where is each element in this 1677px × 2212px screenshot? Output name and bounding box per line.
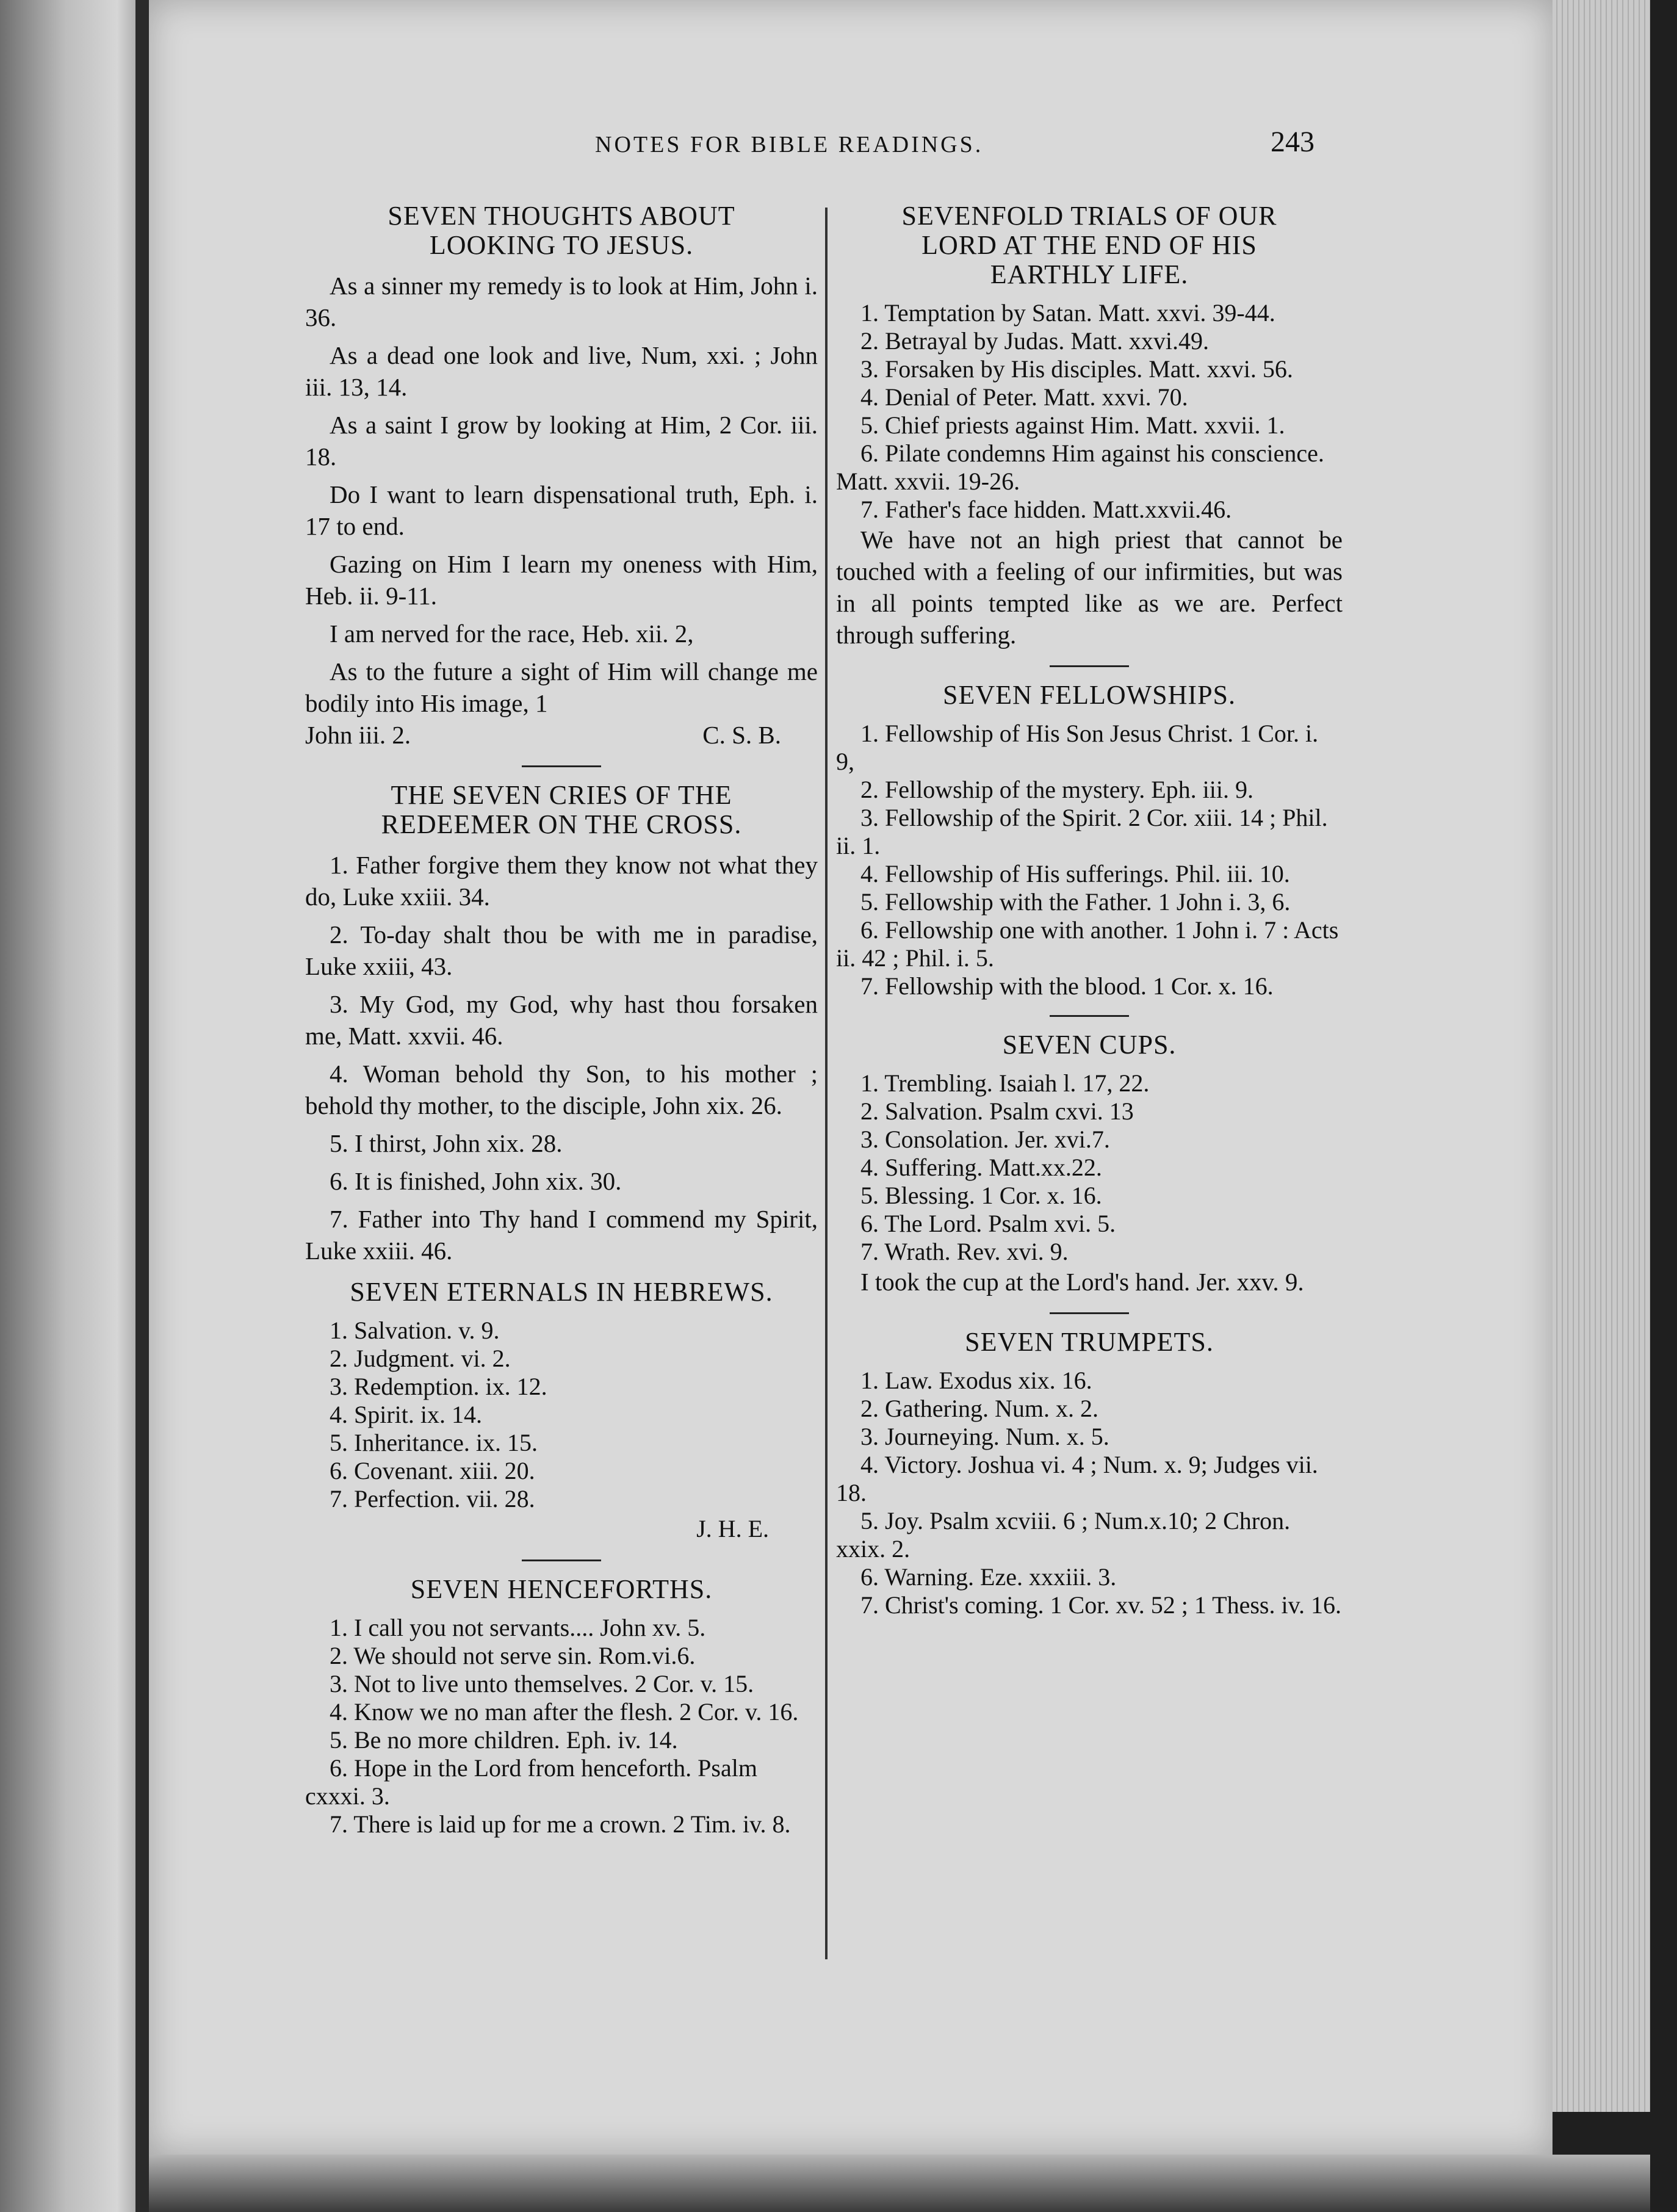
list-item: 2. We should not serve sin. Rom.vi.6. [330,1642,696,1669]
list-item: 3. Forsaken by His disciples. Matt. xxvi. 56. [860,355,1293,383]
list-item: 2. Gathering. Num. x. 2. [860,1395,1098,1422]
paragraph: Gazing on Him I learn my oneness with Him, Heb. ii. 9-11. [305,550,818,610]
section-rule [522,765,601,767]
list-item: 6. Hope in the Lord from henceforth. Psalm cxxxi. 3. [305,1754,757,1810]
list-item: 4. Spirit. ix. 14. [330,1401,483,1428]
list-item: 5. Inheritance. ix. 15. [330,1429,538,1456]
section-rule [1050,1015,1129,1017]
closing-text: John iii. 2. [305,721,411,749]
paragraph: I took the cup at the Lord's hand. Jer. xxv. 9. [860,1268,1304,1296]
list [836,1069,1343,1266]
previous-page-edge [0,0,146,2212]
section-seven-eternals [305,1278,818,1545]
list-item: 1. Law. Exodus xix. 16. [860,1367,1092,1394]
list [305,1614,818,1838]
section-seven-cries [305,781,818,1267]
list-item: 2. Fellowship of the mystery. Eph. iii. 9. [860,776,1254,803]
list-item: 3. Redemption. ix. 12. [330,1373,547,1400]
paragraph: As a saint I grow by looking at Him, 2 Cor. iii. 18. [305,411,818,471]
paragraph: As a sinner my remedy is to look at Him, John i. 36. [305,272,818,331]
book-spine [135,0,149,2212]
list-item: 4. Victory. Joshua vi. 4 ; Num. x. 9; Judges vii. 18. [836,1451,1318,1506]
section-seven-thoughts [305,201,818,751]
list-item: 7. Perfection. vii. 28. [330,1485,535,1513]
paragraph: 2. To-day shalt thou be with me in paradise, Luke xxiii, 43. [305,920,818,980]
page-number: 243 [1271,126,1315,158]
list-item: 6. Covenant. xiii. 20. [330,1457,535,1484]
column-divider [825,208,828,1959]
section-rule [1050,1312,1129,1314]
section-seven-fellowships [836,681,1343,1000]
list-item: 7. Christ's coming. 1 Cor. xv. 52 ; 1 Thess. iv. 16. [860,1591,1341,1619]
paragraph: 5. I thirst, John xix. 28. [330,1129,563,1157]
list-item: 7. Wrath. Rev. xvi. 9. [860,1238,1069,1265]
list-item: 5. Blessing. 1 Cor. x. 16. [860,1182,1102,1209]
list-item: 3. Consolation. Jer. xvi.7. [860,1126,1110,1153]
list-item: 5. Be no more children. Eph. iv. 14. [330,1726,678,1754]
section-title: SEVEN THOUGHTS ABOUT LOOKING TO JESUS. [388,201,735,260]
section-sevenfold-trials [836,201,1343,651]
list-item: 1. Temptation by Satan. Matt. xxvi. 39-44. [860,299,1275,327]
paragraph: Do I want to learn dispensational truth, Eph. i. 17 to end. [305,480,818,540]
list-item: 6. Warning. Eze. xxxiii. 3. [860,1563,1117,1591]
paragraph: 7. Father into Thy hand I commend my Spirit, Luke xxiii. 46. [305,1205,818,1265]
list-item: 7. Fellowship with the blood. 1 Cor. x. 16. [860,972,1274,1000]
list-item: 5. Chief priests against Him. Matt. xxvii. 1. [860,411,1285,439]
list-item: 1. I call you not servants.... John xv. 5. [330,1614,706,1641]
signature: C. S. B. [702,721,781,749]
section-seven-henceforths [305,1575,818,1838]
section-title: SEVEN FELLOWSHIPS. [942,680,1236,710]
list-item: 4. Know we no man after the flesh. 2 Cor. v. 16. [330,1698,799,1726]
page-edges [1553,0,1650,2112]
section-seven-cups [836,1030,1343,1298]
list [836,299,1343,524]
section-title: THE SEVEN CRIES OF THE REDEEMER ON THE CROSS. [381,780,742,839]
list-item: 6. Fellowship one with another. 1 John i. 7 : Acts ii. 42 ; Phil. i. 5. [836,916,1339,972]
list-item: 6. The Lord. Psalm xvi. 5. [860,1210,1116,1237]
paragraph: We have not an high priest that cannot be touched with a feeling of our infirmities, but was in all points tempted like as we are. Perfect through suffering. [836,526,1343,649]
list-item: 2. Betrayal by Judas. Matt. xxvi.49. [860,327,1210,355]
list-item: 1. Fellowship of His Son Jesus Christ. 1 Cor. i. 9, [836,720,1319,775]
paragraph: I am nerved for the race, Heb. xii. 2, [330,620,694,648]
list-item: 1. Trembling. Isaiah l. 17, 22. [860,1069,1150,1097]
paragraph: As a dead one look and live, Num, xxi. ; John iii. 13, 14. [305,341,818,401]
section-title: SEVEN ETERNALS IN HEBREWS. [350,1277,773,1307]
signature: J. H. E. [696,1515,769,1542]
list-item: 6. Pilate condemns Him against his conscience. Matt. xxvii. 19-26. [836,439,1324,495]
section-seven-trumpets [836,1328,1343,1619]
section-title: SEVENFOLD TRIALS OF OUR LORD AT THE END OF HIS EARTHLY LIFE. [901,201,1277,289]
section-rule [1050,665,1129,667]
list [836,1367,1343,1619]
page-bottom-edge [149,2155,1650,2212]
closing-line [305,719,818,751]
list-item: 7. Father's face hidden. Matt.xxvii.46. [860,496,1232,523]
list [836,720,1343,1000]
list-item: 5. Joy. Psalm xcviii. 6 ; Num.x.10; 2 Chron. xxix. 2. [836,1507,1291,1563]
section-title: SEVEN CUPS. [1002,1030,1177,1060]
list-item: 5. Fellowship with the Father. 1 John i. 3, 6. [860,888,1291,916]
list-item: 4. Denial of Peter. Matt. xxvi. 70. [860,383,1188,411]
list-item: 1. Salvation. v. 9. [330,1317,500,1344]
running-title: NOTES FOR BIBLE READINGS. [595,132,984,157]
list-item: 7. There is laid up for me a crown. 2 Tim. iv. 8. [330,1810,791,1838]
list-item: 4. Fellowship of His sufferings. Phil. iii. 10. [860,860,1290,887]
paragraph: 4. Woman behold thy Son, to his mother ; behold thy mother, to the disciple, John xix. 26. [305,1060,818,1119]
list-item: 3. Not to live unto themselves. 2 Cor. v. 15. [330,1670,754,1697]
list-item: 2. Judgment. vi. 2. [330,1345,511,1372]
section-title: SEVEN TRUMPETS. [965,1327,1214,1357]
paragraph: As to the future a sight of Him will change me bodily into His image, 1 [305,657,818,717]
section-title: SEVEN HENCEFORTHS. [410,1574,713,1604]
paragraph: 3. My God, my God, why hast thou forsaken me, Matt. xxvii. 46. [305,990,818,1050]
list [305,1317,818,1513]
left-column [305,201,818,1838]
paragraph: 6. It is finished, John xix. 30. [330,1167,622,1195]
paragraph: 1. Father forgive them they know not what they do, Luke xxiii. 34. [305,851,818,911]
list-item: 3. Journeying. Num. x. 5. [860,1423,1109,1450]
right-column [836,201,1343,1619]
list-item: 3. Fellowship of the Spirit. 2 Cor. xiii. 14 ; Phil. ii. 1. [836,804,1328,859]
list-item: 4. Suffering. Matt.xx.22. [860,1154,1102,1181]
list-item: 2. Salvation. Psalm cxvi. 13 [860,1097,1134,1125]
section-rule [522,1560,601,1561]
